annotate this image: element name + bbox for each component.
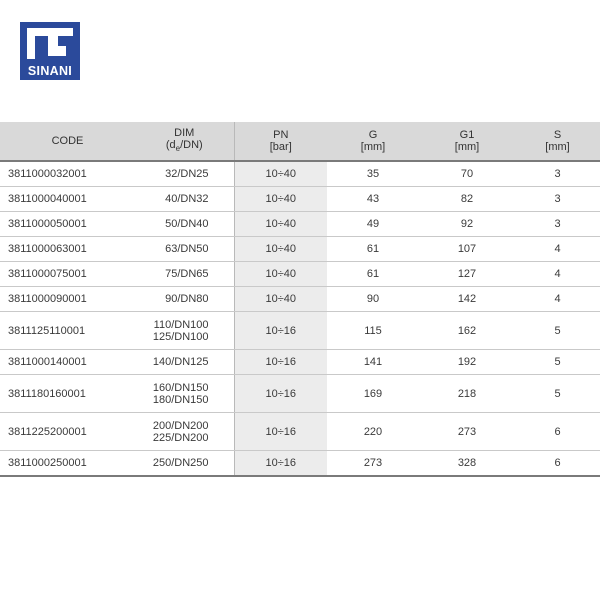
cell-code: 3811000063001	[0, 237, 135, 262]
cell-s: 6	[515, 413, 600, 451]
cell-g1: 192	[419, 350, 515, 375]
header-g1-unit: [mm]	[454, 141, 480, 153]
header-s-unit: [mm]	[545, 141, 570, 153]
cell-g: 115	[327, 312, 419, 350]
cell-g1: 218	[419, 375, 515, 413]
cell-g1: 92	[419, 212, 515, 237]
sinani-logo	[20, 22, 80, 80]
cell-pn: 10÷40	[234, 212, 327, 237]
cell-dim-line: 140/DN125	[152, 356, 209, 368]
cell-s: 5	[515, 312, 600, 350]
cell-s: 3	[515, 212, 600, 237]
cell-dim-line: 50/DN40	[165, 218, 209, 230]
header-dim-unit-open: (d	[165, 138, 176, 151]
cell-code: 3811000090001	[0, 287, 135, 312]
cell-s: 4	[515, 262, 600, 287]
table-row	[0, 161, 600, 187]
cell-s: 3	[515, 187, 600, 212]
cell-dim-line: 250/DN250	[152, 457, 209, 469]
header-dim	[135, 122, 234, 161]
cell-dim	[135, 413, 234, 451]
cell-pn: 10÷16	[234, 451, 327, 477]
cell-dim-line: 63/DN50	[165, 243, 209, 255]
cell-g1: 127	[419, 262, 515, 287]
header-g	[327, 122, 419, 161]
cell-g1: 107	[419, 237, 515, 262]
cell-dim	[135, 287, 234, 312]
cell-pn: 10÷16	[234, 312, 327, 350]
cell-dim-line: 40/DN32	[165, 193, 209, 205]
cell-g1: 70	[419, 161, 515, 187]
header-pn-unit: [bar]	[269, 141, 292, 153]
cell-g: 90	[327, 287, 419, 312]
cell-dim	[135, 187, 234, 212]
cell-code: 3811000032001	[0, 161, 135, 187]
cell-g: 49	[327, 212, 419, 237]
cell-g1: 142	[419, 287, 515, 312]
cell-pn: 10÷16	[234, 413, 327, 451]
table-row	[0, 212, 600, 237]
cell-pn: 10÷16	[234, 375, 327, 413]
cell-s: 4	[515, 287, 600, 312]
cell-code: 3811000075001	[0, 262, 135, 287]
table-header-row	[0, 122, 600, 161]
cell-g1: 328	[419, 451, 515, 477]
header-code-label: CODE	[51, 135, 84, 147]
header-g1	[419, 122, 515, 161]
cell-g: 141	[327, 350, 419, 375]
cell-dim-line: 160/DN150	[152, 381, 209, 394]
header-s-label: S	[553, 129, 562, 141]
cell-dim-line: 125/DN100	[152, 330, 209, 343]
cell-code: 3811225200001	[0, 413, 135, 451]
cell-pn: 10÷40	[234, 287, 327, 312]
header-dim-unit-close: /DN)	[180, 138, 203, 151]
header-g-label: G	[368, 129, 378, 141]
cell-dim	[135, 375, 234, 413]
header-code	[0, 122, 135, 161]
cell-code: 3811125110001	[0, 312, 135, 350]
cell-dim	[135, 161, 234, 187]
cell-code: 3811000050001	[0, 212, 135, 237]
cell-code: 3811180160001	[0, 375, 135, 413]
cell-dim	[135, 237, 234, 262]
logo-text: SINANI	[27, 64, 73, 78]
cell-g1: 162	[419, 312, 515, 350]
cell-code: 3811000140001	[0, 350, 135, 375]
cell-g1: 273	[419, 413, 515, 451]
cell-g: 35	[327, 161, 419, 187]
header-dim-unit	[135, 139, 234, 155]
cell-s: 4	[515, 237, 600, 262]
table-row	[0, 451, 600, 477]
cell-pn: 10÷16	[234, 350, 327, 375]
header-s	[515, 122, 600, 161]
cell-code: 3811000250001	[0, 451, 135, 477]
cell-g: 61	[327, 262, 419, 287]
header-dim-unit-sub: e	[175, 144, 181, 154]
table-row	[0, 187, 600, 212]
cell-s: 5	[515, 350, 600, 375]
cell-pn: 10÷40	[234, 237, 327, 262]
cell-g: 43	[327, 187, 419, 212]
cell-g: 273	[327, 451, 419, 477]
cell-g: 61	[327, 237, 419, 262]
table-row	[0, 350, 600, 375]
cell-dim	[135, 350, 234, 375]
header-dim-label: DIM	[174, 126, 195, 139]
cell-dim	[135, 212, 234, 237]
cell-dim-line: 90/DN80	[165, 293, 209, 305]
cell-dim-line: 110/DN100	[153, 318, 209, 331]
cell-dim	[135, 312, 234, 350]
cell-pn: 10÷40	[234, 187, 327, 212]
header-g-unit: [mm]	[360, 141, 386, 153]
cell-g: 169	[327, 375, 419, 413]
cell-dim-line: 32/DN25	[165, 168, 209, 180]
cell-g1: 82	[419, 187, 515, 212]
header-g1-label: G1	[459, 129, 475, 141]
cell-dim	[135, 451, 234, 477]
cell-pn: 10÷40	[234, 262, 327, 287]
cell-dim-line: 225/DN200	[152, 431, 209, 444]
cell-g: 220	[327, 413, 419, 451]
table-row	[0, 312, 600, 350]
table-row	[0, 375, 600, 413]
cell-dim-line: 200/DN200	[152, 419, 209, 432]
spec-table	[0, 122, 600, 477]
cell-s: 5	[515, 375, 600, 413]
cell-s: 3	[515, 161, 600, 187]
spec-table-body	[0, 161, 600, 476]
header-pn-label: PN	[273, 129, 289, 141]
cell-s: 6	[515, 451, 600, 477]
cell-pn: 10÷40	[234, 161, 327, 187]
cell-code: 3811000040001	[0, 187, 135, 212]
table-row	[0, 237, 600, 262]
table-row	[0, 287, 600, 312]
header-pn	[234, 122, 327, 161]
cell-dim	[135, 262, 234, 287]
cell-dim-line: 180/DN150	[152, 393, 209, 406]
table-row	[0, 262, 600, 287]
cell-dim-line: 75/DN65	[165, 268, 209, 280]
table-row	[0, 413, 600, 451]
